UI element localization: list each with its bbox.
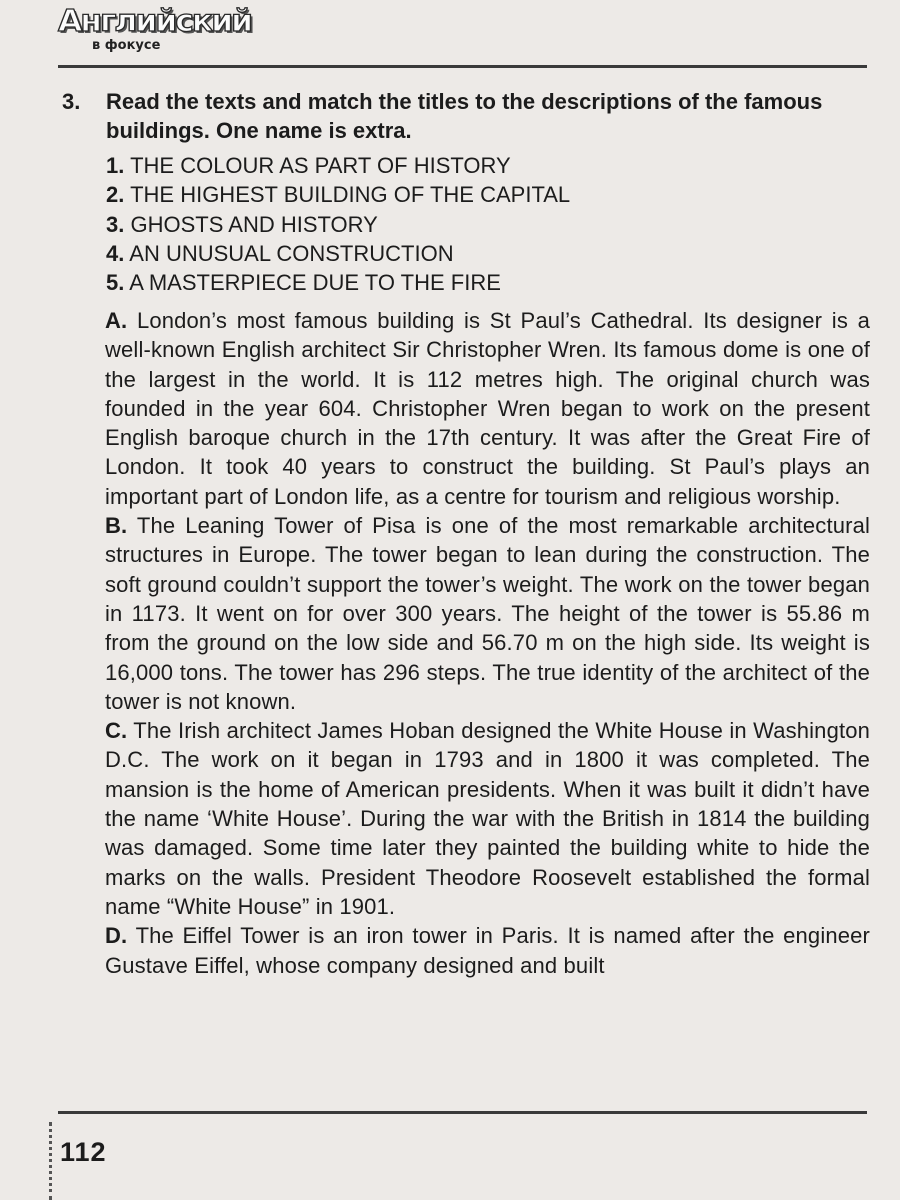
book-logo xyxy=(58,4,252,53)
passage-d xyxy=(105,921,870,980)
passage-b xyxy=(105,511,870,716)
exercise-number: 3. xyxy=(62,89,81,114)
passage-letter: D. xyxy=(105,923,128,949)
title-number: 5. xyxy=(106,270,125,296)
title-number: 1. xyxy=(106,153,125,178)
title-text: THE COLOUR AS PART OF HISTORY xyxy=(130,153,511,178)
passage-text: The Eiffel Tower is an iron tower in Paris. It is named after the engineer Gustave Eiffel, whose company designed and built xyxy=(105,923,870,978)
title-number: 2. xyxy=(106,182,125,208)
title-item xyxy=(106,151,870,180)
logo-subtitle: в фокусе xyxy=(92,38,161,53)
passage-c xyxy=(105,716,870,921)
passage-letter: C. xyxy=(105,718,128,744)
title-item xyxy=(106,180,870,209)
title-number: 3. xyxy=(106,211,125,237)
page-number: 112 xyxy=(60,1137,107,1167)
titles-list xyxy=(106,151,870,297)
passage-text: London’s most famous building is St Paul’s Cathedral. Its designer is a well-known English architect Sir Christopher Wren. Its famous dome is one of the largest in the world. It is 112 metres high. The original church was founded in the year 604. Christopher Wren began to work on the present English baroque church in the 17th century. It was after the Great Fire of London. It took 40 years to construct the building. St Paul’s plays an important part of London life, as a centre for tourism and religious worship. xyxy=(105,308,870,509)
logo-title: Английский xyxy=(58,4,252,39)
title-text: THE HIGHEST BUILDING OF THE CAPITAL xyxy=(130,182,571,208)
passage-a xyxy=(105,306,870,511)
title-number: 4. xyxy=(106,240,125,266)
title-text: A MASTERPIECE DUE TO THE FIRE xyxy=(129,270,501,296)
passage-letter: A. xyxy=(105,308,128,333)
title-item xyxy=(106,239,870,268)
exercise-instruction: Read the texts and match the titles to the descriptions of the famous buildings. One name is extra. xyxy=(106,89,823,143)
title-text: AN UNUSUAL CONSTRUCTION xyxy=(129,240,454,266)
title-item xyxy=(106,210,870,239)
exercise-3 xyxy=(62,87,870,297)
passage-text: The Irish architect James Hoban designed the White House in Washington D.C. The work on it began in 1793 and in 1800 it was completed. The mansion is the home of American presidents. When it was built it didn’t have the name ‘White House’. During the war with the British in 1814 the building was damaged. Some time later they painted the building white to hide the marks on the walls. President Theodore Roosevelt established the formal name “White House” in 1901. xyxy=(105,718,870,919)
header-rule xyxy=(58,65,867,68)
passages xyxy=(105,306,870,980)
margin-dots xyxy=(49,1122,52,1200)
title-text: GHOSTS AND HISTORY xyxy=(130,211,378,237)
title-item xyxy=(106,268,870,297)
passage-letter: B. xyxy=(105,513,128,539)
passage-text: The Leaning Tower of Pisa is one of the most remarkable architectural structures in Europe. The tower began to lean during the construction. The soft ground couldn’t support the tower’s weight. The work on the tower began in 1173. It went on for over 300 years. The height of the tower is 55.86 m from the ground on the low side and 56.70 m on the high side. Its weight is 16,000 tons. The tower has 296 steps. The true identity of the architect of the tower is not known. xyxy=(105,513,870,714)
footer-rule xyxy=(58,1111,867,1114)
